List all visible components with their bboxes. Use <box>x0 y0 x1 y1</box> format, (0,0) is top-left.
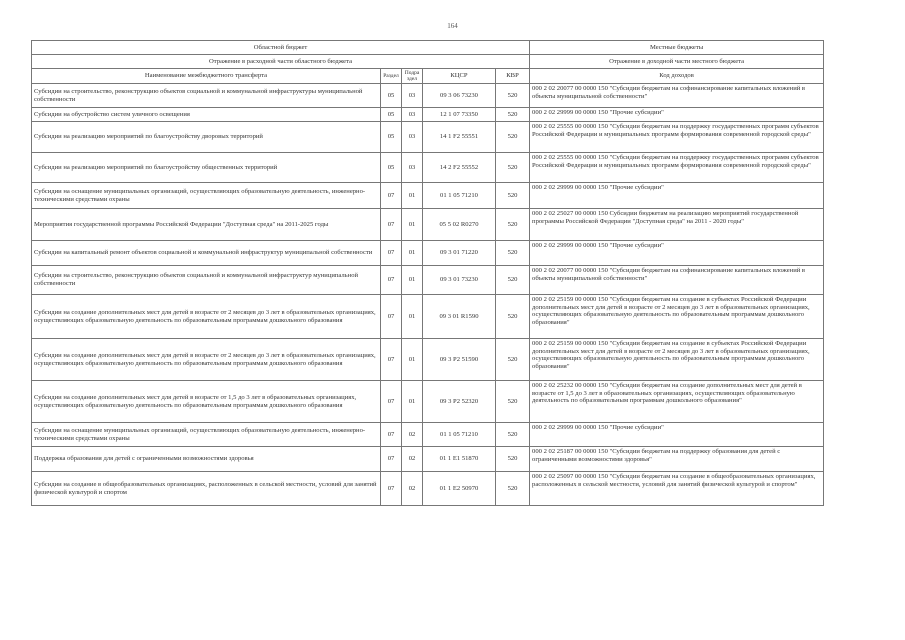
section-cell: 07 <box>381 423 402 447</box>
kcsr-cell: 14 1 F2 55551 <box>423 122 496 153</box>
header-row-1 <box>32 41 824 55</box>
header-col-kcsr: КЦСР <box>423 69 496 84</box>
table-row <box>32 423 824 447</box>
subsection-cell: 03 <box>402 153 423 183</box>
transfer-name-cell: Мероприятия государственной программы Российской Федерации "Доступная среда" на 2011-2025 годы <box>32 209 381 241</box>
subsection-cell: 01 <box>402 381 423 423</box>
kcsr-cell: 01 1 05 71210 <box>423 423 496 447</box>
income-code-cell: 000 2 02 25027 00 0000 150 Субсидии бюджетам на реализацию мероприятий государственной программы Российской Федерации "Доступная среда" на 2011 - 2020 годы" <box>530 209 824 241</box>
kcsr-cell: 09 3 01 71220 <box>423 241 496 266</box>
header-col-section: Раздел <box>381 69 402 84</box>
section-cell: 07 <box>381 266 402 295</box>
transfer-name-cell: Субсидии на оснащение муниципальных организаций, осуществляющих образовательную деятельность, инженерно-техническими средствами охраны <box>32 183 381 209</box>
income-code-cell: 000 2 02 29999 00 0000 150 "Прочие субсидии" <box>530 108 824 122</box>
transfer-name-cell: Субсидии на создание дополнительных мест для детей в возрасте от 2 месяцев до 3 лет в образовательных организациях, осуществляющих образовательную деятельность по образовательным программам дошкольного образования <box>32 339 381 381</box>
transfer-name-cell: Субсидии на оснащение муниципальных организаций, осуществляющих образовательную деятельность, инженерно-техническими средствами охраны <box>32 423 381 447</box>
header-row-3 <box>32 69 824 84</box>
transfer-name-cell: Субсидии на создание дополнительных мест для детей в возрасте от 2 месяцев до 3 лет в образовательных организациях, осуществляющих образовательную деятельность по образовательным программам дошкольного образования <box>32 295 381 339</box>
income-code-cell: 000 2 02 29999 00 0000 150 "Прочие субсидии" <box>530 183 824 209</box>
kvr-cell: 520 <box>496 241 530 266</box>
kcsr-cell: 09 3 P2 51590 <box>423 339 496 381</box>
transfer-name-cell: Субсидии на создание в общеобразовательных организациях, расположенных в сельской местности, условий для занятий физической культурой и спортом <box>32 472 381 506</box>
subsection-cell: 01 <box>402 209 423 241</box>
table-row <box>32 108 824 122</box>
header-regional-budget: Областной бюджет <box>32 41 530 55</box>
subsection-cell: 02 <box>402 447 423 472</box>
kcsr-cell: 09 3 01 R1590 <box>423 295 496 339</box>
kvr-cell: 520 <box>496 295 530 339</box>
table-row <box>32 266 824 295</box>
budget-table <box>31 40 824 506</box>
subsection-cell: 01 <box>402 183 423 209</box>
header-row-2 <box>32 55 824 69</box>
income-code-cell: 000 2 02 25159 00 0000 150 "Субсидии бюджетам на создание в субъектах Российской Федерации дополнительных мест для детей в возрасте от 2 месяцев до 3 лет в образовательных организациях, осуществляющих образовательную деятельность по образовательным программам дошкольного образования" <box>530 339 824 381</box>
table-row <box>32 183 824 209</box>
kvr-cell: 520 <box>496 84 530 108</box>
transfer-name-cell: Субсидии на капитальный ремонт объектов социальной и коммунальной инфраструктур муниципальной собственности <box>32 241 381 266</box>
subsection-cell: 02 <box>402 423 423 447</box>
section-cell: 05 <box>381 122 402 153</box>
table-row <box>32 472 824 506</box>
transfer-name-cell: Субсидии на реализацию мероприятий по благоустройству общественных территорий <box>32 153 381 183</box>
transfer-name-cell: Субсидии на строительство, реконструкцию объектов социальной и коммунальной инфраструктур муниципальной собственности <box>32 266 381 295</box>
table-row <box>32 295 824 339</box>
kvr-cell: 520 <box>496 339 530 381</box>
subsection-cell: 03 <box>402 108 423 122</box>
table-row <box>32 339 824 381</box>
header-col-subsection: Подраздел <box>402 69 423 84</box>
kvr-cell: 520 <box>496 472 530 506</box>
subsection-cell: 01 <box>402 266 423 295</box>
table-row <box>32 153 824 183</box>
header-col-name: Наименование межбюджетного трансферта <box>32 69 381 84</box>
transfer-name-cell: Субсидии на обустройство систем уличного освещения <box>32 108 381 122</box>
transfer-name-cell: Поддержка образования для детей с ограниченными возможностями здоровья <box>32 447 381 472</box>
kcsr-cell: 12 1 07 73350 <box>423 108 496 122</box>
kcsr-cell: 09 3 P2 52320 <box>423 381 496 423</box>
kvr-cell: 520 <box>496 153 530 183</box>
income-code-cell: 000 2 02 25187 00 0000 150 "Субсидии бюджетам на поддержку образования для детей с ограниченными возможностями здоровья" <box>530 447 824 472</box>
section-cell: 07 <box>381 447 402 472</box>
header-reflection-local: Отражение в доходной части местного бюджета <box>530 55 824 69</box>
kvr-cell: 520 <box>496 122 530 153</box>
income-code-cell: 000 2 02 29999 00 0000 150 "Прочие субсидии" <box>530 241 824 266</box>
table-row <box>32 122 824 153</box>
kvr-cell: 520 <box>496 266 530 295</box>
table-row <box>32 241 824 266</box>
section-cell: 07 <box>381 472 402 506</box>
section-cell: 07 <box>381 295 402 339</box>
kvr-cell: 520 <box>496 108 530 122</box>
header-reflection-regional: Отражение в расходной части областного бюджета <box>32 55 530 69</box>
kcsr-cell: 01 1 E1 51870 <box>423 447 496 472</box>
header-col-income-code: Код доходов <box>530 69 824 84</box>
income-code-cell: 000 2 02 25097 00 0000 150 "Субсидии бюджетам на создание в общеобразовательных организациях, расположенных в сельской местности, условий для занятий физической культурой и спортом" <box>530 472 824 506</box>
kcsr-cell: 09 3 06 73230 <box>423 84 496 108</box>
income-code-cell: 000 2 02 29999 00 0000 150 "Прочие субсидии" <box>530 423 824 447</box>
table-row <box>32 381 824 423</box>
kcsr-cell: 01 1 05 71210 <box>423 183 496 209</box>
transfer-name-cell: Субсидии на реализацию мероприятий по благоустройству дворовых территорий <box>32 122 381 153</box>
page-number: 164 <box>447 22 458 30</box>
subsection-cell: 03 <box>402 84 423 108</box>
table-row <box>32 447 824 472</box>
income-code-cell: 000 2 02 20077 00 0000 150 "Субсидии бюджетам на софинансирование капитальных вложений в объекты муниципальной собственности" <box>530 84 824 108</box>
subsection-cell: 02 <box>402 472 423 506</box>
section-cell: 05 <box>381 153 402 183</box>
subsection-cell: 01 <box>402 339 423 381</box>
header-local-budgets: Местные бюджеты <box>530 41 824 55</box>
section-cell: 07 <box>381 241 402 266</box>
section-cell: 07 <box>381 339 402 381</box>
kvr-cell: 520 <box>496 381 530 423</box>
kcsr-cell: 01 1 E2 50970 <box>423 472 496 506</box>
income-code-cell: 000 2 02 25555 00 0000 150 "Субсидии бюджетам на поддержку государственных программ субъектов Российской Федерации и муниципальных программ формирования современной городской среды" <box>530 122 824 153</box>
section-cell: 07 <box>381 209 402 241</box>
section-cell: 05 <box>381 108 402 122</box>
subsection-cell: 01 <box>402 241 423 266</box>
kcsr-cell: 09 3 01 73230 <box>423 266 496 295</box>
section-cell: 05 <box>381 84 402 108</box>
kvr-cell: 520 <box>496 183 530 209</box>
table-row <box>32 209 824 241</box>
section-cell: 07 <box>381 183 402 209</box>
table-row <box>32 84 824 108</box>
income-code-cell: 000 2 02 25159 00 0000 150 "Субсидии бюджетам на создание в субъектах Российской Федерации дополнительных мест для детей в возрасте от 2 месяцев до 3 лет в образовательных организациях, осуществляющих образовательную деятельность по образовательным программам дошкольного образования" <box>530 295 824 339</box>
section-cell: 07 <box>381 381 402 423</box>
income-code-cell: 000 2 02 25555 00 0000 150 "Субсидии бюджетам на поддержку государственных программ субъектов Российской Федерации и муниципальных программ формирования современной городской среды" <box>530 153 824 183</box>
kcsr-cell: 14 2 F2 55552 <box>423 153 496 183</box>
kcsr-cell: 05 5 02 R0270 <box>423 209 496 241</box>
transfer-name-cell: Субсидии на создание дополнительных мест для детей в возрасте от 1,5 до 3 лет в образовательных организациях, осуществляющих образовательную деятельность по образовательным программам дошкольного образования <box>32 381 381 423</box>
income-code-cell: 000 2 02 25232 00 0000 150 "Субсидии бюджетам на создание дополнительных мест для детей в возрасте от 1,5 до 3 лет в образовательных организациях, осуществляющих образовательную деятельность по образовательным программам дошкольного образования" <box>530 381 824 423</box>
kvr-cell: 520 <box>496 447 530 472</box>
kvr-cell: 520 <box>496 423 530 447</box>
transfer-name-cell: Субсидии на строительство, реконструкцию объектов социальной и коммунальной инфраструктуры муниципальной собственности <box>32 84 381 108</box>
income-code-cell: 000 2 02 20077 00 0000 150 "Субсидии бюджетам на софинансирование капитальных вложений в объекты муниципальной собственности" <box>530 266 824 295</box>
subsection-cell: 01 <box>402 295 423 339</box>
header-col-kvr: КВР <box>496 69 530 84</box>
subsection-cell: 03 <box>402 122 423 153</box>
kvr-cell: 520 <box>496 209 530 241</box>
